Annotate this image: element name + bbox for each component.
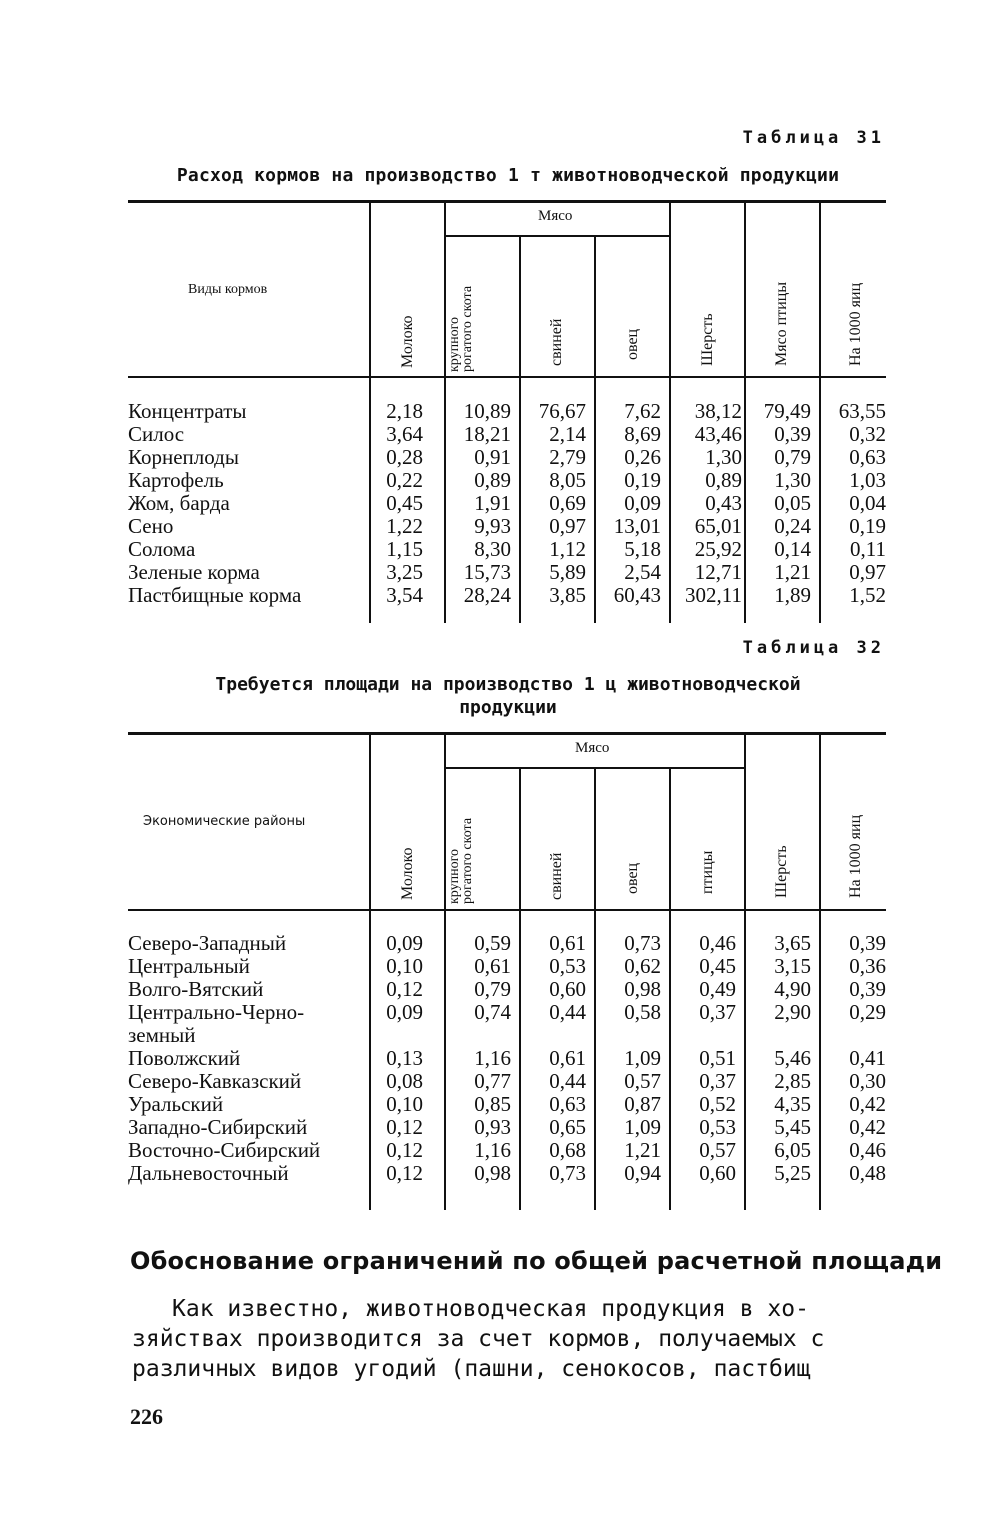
group-header-meat: Мясо: [538, 208, 573, 224]
body-paragraph: [132, 1294, 888, 1384]
table-row: Поволжский 0,13 1,16 0,61 1,09 0,51 5,46 0,41: [128, 1046, 886, 1070]
table-31-caption: Расход кормов на производство 1 т животноводческой продукции: [176, 165, 840, 186]
page-number: 226: [130, 1404, 163, 1429]
table-top-rule: [128, 732, 886, 735]
col-header-eggs: На 1000 яиц: [847, 814, 864, 898]
table-row: Восточно-Сибирский 0,12 1,16 0,68 1,21 0,57 6,05 0,46: [128, 1138, 886, 1162]
table-31-body: [128, 400, 886, 607]
table-row: Северо-Западный 0,09 0,59 0,61 0,73 0,46 3,65 0,39: [128, 931, 886, 955]
table-32: [128, 732, 886, 1212]
table-row: Солома 1,15 8,30 1,12 5,18 25,92 0,14 0,11: [128, 537, 886, 561]
group-header-meat: Мясо: [575, 740, 610, 756]
table-32-body: [128, 932, 886, 1185]
col-header-poultry: птицы: [699, 850, 716, 894]
table-row: Западно-Сибирский 0,12 0,93 0,65 1,09 0,53 5,45 0,42: [128, 1115, 886, 1139]
row-header: Экономические районы: [143, 814, 306, 829]
table-row: Центральный 0,10 0,61 0,53 0,62 0,45 3,15 0,36: [128, 954, 886, 978]
table-31-label: Таблица 31: [742, 128, 885, 148]
paragraph-line: различных видов угодий (пашни, сенокосов, пастбищ: [132, 1356, 811, 1382]
table-top-rule: [128, 200, 886, 203]
col-header-cattle: крупного рогатого скота: [447, 817, 475, 904]
table-row: Сено 1,22 9,93 0,97 13,01 65,01 0,24 0,19: [128, 514, 886, 538]
table-row: Концентраты 2,18 10,89 76,67 7,62 38,12 79,49 63,55: [128, 399, 886, 423]
col-header-cattle: крупного рогатого скота: [447, 285, 475, 372]
col-header-sheep: овец: [624, 862, 641, 894]
row-header: Виды кормов: [188, 282, 268, 297]
table-row: Жом, барда 0,45 1,91 0,69 0,09 0,43 0,05 0,04: [128, 491, 886, 515]
col-header-sheep: овец: [624, 328, 641, 360]
table-row: земный: [128, 1023, 196, 1047]
table-row: Волго-Вятский 0,12 0,79 0,60 0,98 0,49 4,90 0,39: [128, 977, 886, 1001]
table-row: Северо-Кавказский 0,08 0,77 0,44 0,57 0,37 2,85 0,30: [128, 1069, 886, 1093]
table-row: Пастбищные корма 3,54 28,24 3,85 60,43 302,11 1,89 1,52: [128, 583, 886, 607]
table-31: [128, 200, 886, 625]
col-header-wool: Шерсть: [773, 845, 790, 898]
table-row: Уральский 0,10 0,85 0,63 0,87 0,52 4,35 0,42: [128, 1092, 886, 1116]
header-bottom-rule: [128, 376, 886, 378]
paragraph-line: зяйствах производится за счет кормов, получаемых с: [132, 1326, 825, 1352]
col-header-milk: Молоко: [399, 315, 416, 368]
col-header-milk: Молоко: [399, 847, 416, 900]
table-32-label: Таблица 32: [742, 638, 885, 658]
header-bottom-rule: [128, 909, 886, 911]
table-row: Зеленые корма 3,25 15,73 5,89 2,54 12,71 1,21 0,97: [128, 560, 886, 584]
table-row: Картофель 0,22 0,89 8,05 0,19 0,89 1,30 1,03: [128, 468, 886, 492]
col-header-pigs: свиней: [548, 318, 565, 366]
table-row: Корнеплоды 0,28 0,91 2,79 0,26 1,30 0,79 0,63: [128, 445, 886, 469]
table-row: Дальневосточный 0,12 0,98 0,73 0,94 0,60 5,25 0,48: [128, 1161, 886, 1185]
col-header-poultry: Мясо птицы: [773, 281, 790, 366]
table-row: Силос 3,64 18,21 2,14 8,69 43,46 0,39 0,32: [128, 422, 886, 446]
table-32-caption: Требуется площади на производство 1 ц животноводческой продукции: [215, 674, 801, 718]
table-row: Центрально-Черно- 0,09 0,74 0,44 0,58 0,37 2,90 0,29: [128, 1000, 886, 1024]
col-header-pigs: свиней: [548, 852, 565, 900]
col-header-eggs: На 1000 яиц: [847, 282, 864, 366]
col-header-wool: Шерсть: [699, 313, 716, 366]
section-heading: Обоснование ограничений по общей расчетной площади: [130, 1247, 943, 1275]
paragraph-line: Как известно, животноводческая продукция в хо-: [172, 1296, 809, 1322]
